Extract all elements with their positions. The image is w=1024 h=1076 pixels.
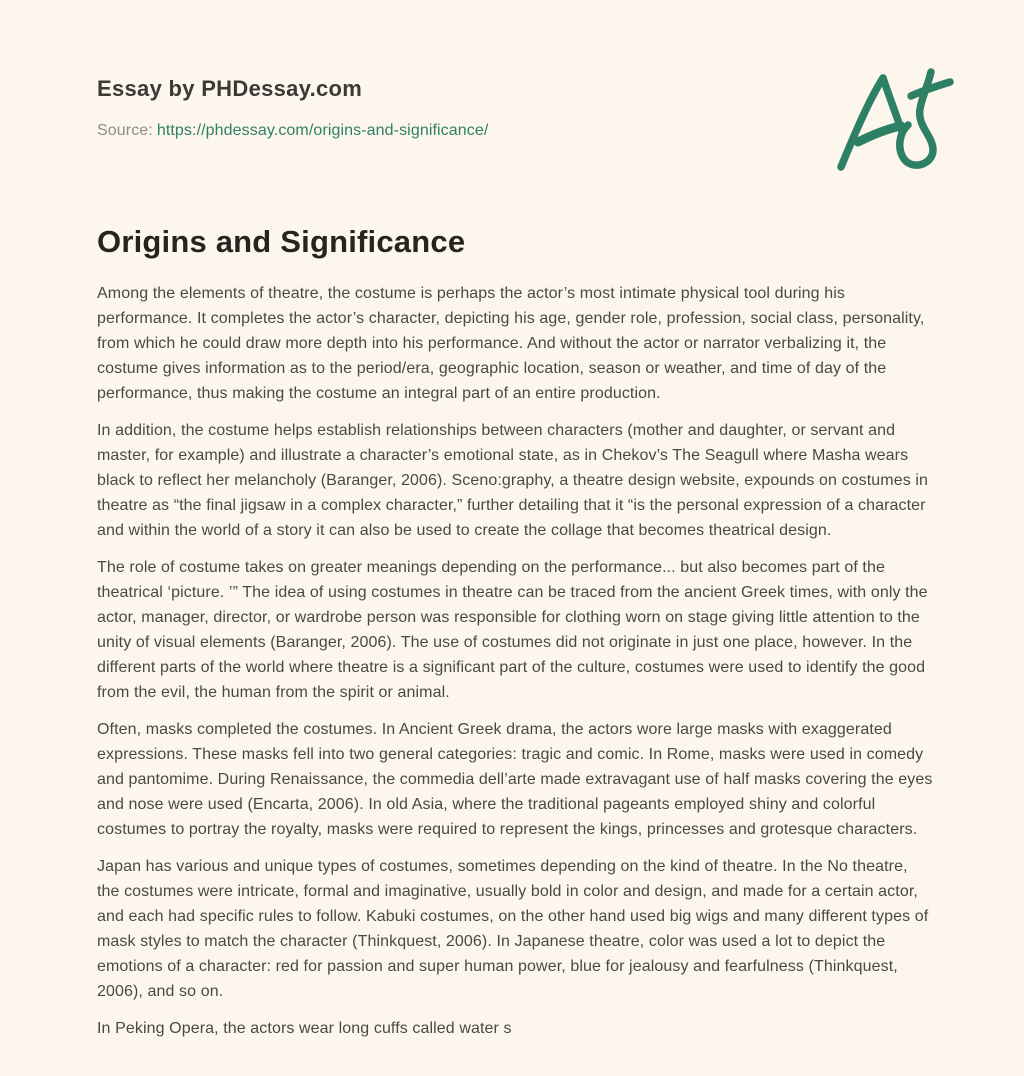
article-title: Origins and Significance	[97, 224, 466, 259]
essay-paragraph: In Peking Opera, the actors wear long cuffs called water s	[97, 1020, 512, 1037]
essay-paragraph: Among the elements of theatre, the costume is perhaps the actor’s most intimate physical tool during his performance. It completes the actor’s character, depicting his age, gender role, profession, social class, personality, from which he could draw more depth into his performance. And without the actor or narrator verbalizing it, the costume gives information as to the period/era, geographic location, season or weather, and time of day of the performance, thus making the costume an integral part of an entire production.	[97, 285, 925, 402]
phdessay-a-plus-logo-icon	[833, 68, 957, 172]
source-label: Source:	[97, 122, 153, 139]
essay-paragraph: The role of costume takes on greater meanings depending on the performance... but also becomes part of the theatrical ‘picture. ’” The idea of using costumes in theatre can be traced from the ancient Greek times, with only the actor, manager, director, or wardrobe person was responsible for clothing worn on stage giving little attention to the unity of visual elements (Baranger, 2006). The use of costumes did not originate in just one place, however. In the different parts of the world where theatre is a significant part of the culture, costumes were used to identify the good from the evil, the human from the spirit or animal.	[97, 559, 928, 701]
site-header-title: Essay by PHDessay.com	[97, 76, 363, 101]
essay-paragraph: In addition, the costume helps establish relationships between characters (mother and daughter, or servant and master, for example) and illustrate a character’s emotional state, as in Chekov’s The Seagull where Masha wears black to reflect her melancholy (Baranger, 2006). Sceno:graphy, a theatre design website, expounds on costumes in theatre as “the final jigsaw in a complex character,” further detailing that it “is the personal expression of a character and within the world of a story it can also be used to create the collage that becomes theatrical design.	[97, 422, 929, 539]
essay-paragraph: Japan has various and unique types of costumes, sometimes depending on the kind of theatre. In the No theatre, the costumes were intricate, formal and imaginative, usually bold in color and design, and made for a certain actor, and each had specific rules to follow. Kabuki costumes, on the other hand used big wigs and many different types of mask styles to match the character (Thinkquest, 2006). In Japanese theatre, color was used a lot to depict the emotions of a character: red for passion and super human power, blue for jealousy and fearfulness (Thinkquest, 2006), and so on.	[97, 858, 929, 1000]
essay-paragraph: Often, masks completed the costumes. In Ancient Greek drama, the actors wore large masks with exaggerated expressions. These masks fell into two general categories: tragic and comic. In Rome, masks were used in comedy and pantomime. During Renaissance, the commedia dell’arte made extravagant use of half masks covering the eyes and nose were used (Encarta, 2006). In old Asia, where the traditional pageants employed shiny and colorful costumes to portray the royalty, masks were required to represent the kings, princesses and grotesque characters.	[97, 721, 933, 838]
article-body	[97, 281, 933, 1053]
source-link[interactable]: https://phdessay.com/origins-and-significance/	[156, 122, 489, 139]
source-line	[97, 122, 488, 140]
